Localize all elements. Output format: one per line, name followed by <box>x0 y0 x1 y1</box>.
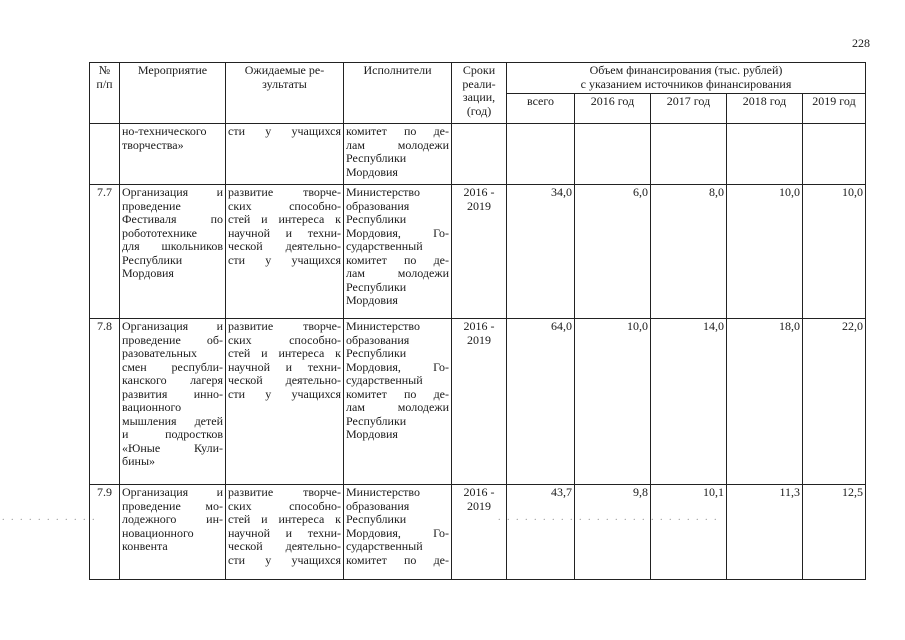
terms-cell-line: 2016 - <box>463 319 495 333</box>
table-row <box>90 124 866 185</box>
results-cell-line: научной и техни- <box>228 225 341 240</box>
event-cell-line: мышления детей <box>122 413 223 428</box>
results-cell <box>226 124 344 185</box>
executors-cell-line: Республики <box>346 151 407 165</box>
amount-y2017: 8,0 <box>651 185 727 319</box>
executors-cell <box>344 124 452 185</box>
amount-y2018: 18,0 <box>727 319 803 485</box>
scan-dots-left: . . . . . . . . . . . <box>2 512 97 523</box>
event-cell-line: Организация и <box>122 319 223 333</box>
header-financing: Объем финансирования (тыс. рублей) с указанием источников финансирования <box>507 63 866 94</box>
executors-cell-line: сударственный <box>346 539 423 553</box>
event-cell-line: но-технического <box>122 124 207 138</box>
results-cell-line: сти у учащихся <box>228 252 341 267</box>
executors-cell-line: Мордовия, Го- <box>346 359 449 374</box>
amount-y2019: 22,0 <box>803 319 866 485</box>
amount-y2018: 11,3 <box>727 485 803 580</box>
terms-cell-line: 2019 <box>467 198 491 213</box>
event-cell <box>120 485 226 580</box>
event-cell-line: Фестиваля по <box>122 212 223 226</box>
executors-cell <box>344 185 452 319</box>
header-event: Мероприятие <box>120 63 226 124</box>
executors-cell-line: комитет по де- <box>346 552 449 567</box>
row-num: 7.7 <box>90 185 120 319</box>
financing-table <box>89 62 866 580</box>
table-row <box>90 319 866 485</box>
results-cell-line: развитие творче- <box>228 185 341 199</box>
amount-y2016: 6,0 <box>575 185 651 319</box>
results-cell-line: сти у учащихся <box>228 552 341 567</box>
event-cell-line: Организация и <box>122 485 223 499</box>
terms-cell-line: 2019 <box>467 498 491 513</box>
header-2018: 2018 год <box>727 94 803 124</box>
event-cell-line: конвента <box>122 539 168 553</box>
results-cell <box>226 319 344 485</box>
amount-y2016: 9,8 <box>575 485 651 580</box>
executors-cell-line: Республики <box>346 413 407 428</box>
terms-cell <box>452 124 507 185</box>
results-cell-line: стей и интереса к <box>228 512 341 526</box>
executors-cell <box>344 319 452 485</box>
results-cell-line: ческой деятельно- <box>228 239 341 253</box>
executors-cell-line: Министерство <box>346 485 420 499</box>
results-cell-line: сти у учащихся <box>228 124 341 138</box>
results-cell-line: развитие творче- <box>228 485 341 499</box>
results-cell <box>226 485 344 580</box>
executors-cell-line: Республики <box>346 346 407 360</box>
amount-y2016: 10,0 <box>575 319 651 485</box>
scan-dots-right: . . . . . . . . . . . . . . . . . . . . . . . . . <box>498 512 719 523</box>
executors-cell-line: Мордовия <box>346 164 398 179</box>
executors-cell-line: Республики <box>346 512 407 526</box>
amount-total: 43,7 <box>507 485 575 580</box>
header-2019: 2019 год <box>803 94 866 124</box>
header-terms: Сроки реали- зации, (год) <box>452 63 507 124</box>
results-cell-line: ских способно- <box>228 332 341 347</box>
terms-cell-line: 2016 - <box>463 485 495 499</box>
amount-y2019: 12,5 <box>803 485 866 580</box>
event-cell-line: Республики <box>122 252 183 267</box>
results-cell-line: ческой деятельно- <box>228 373 341 387</box>
results-cell-line: развитие творче- <box>228 319 341 333</box>
table-row <box>90 485 866 580</box>
executors-cell-line: Республики <box>346 279 407 294</box>
executors-cell <box>344 485 452 580</box>
amount-y2018: 10,0 <box>727 185 803 319</box>
amount-y2017: 14,0 <box>651 319 727 485</box>
event-cell-line: творчества» <box>122 137 184 152</box>
event-cell-line: вационного <box>122 400 182 414</box>
executors-cell-line: комитет по де- <box>346 386 449 401</box>
results-cell-line: ческой деятельно- <box>228 539 341 553</box>
results-cell-line: ских способно- <box>228 498 341 513</box>
terms-cell <box>452 185 507 319</box>
amount-y2019: 10,0 <box>803 185 866 319</box>
event-cell-line: «Юные Кули- <box>122 440 223 455</box>
event-cell-line: бины» <box>122 454 156 468</box>
executors-cell-line: образования <box>346 498 410 513</box>
executors-cell-line: лам молодежи <box>346 137 449 152</box>
table-row <box>90 185 866 319</box>
results-cell-line: стей и интереса к <box>228 346 341 360</box>
event-cell-line: и подростков <box>122 427 223 441</box>
executors-cell-line: лам молодежи <box>346 400 449 414</box>
header-2016: 2016 год <box>575 94 651 124</box>
event-cell <box>120 124 226 185</box>
executors-cell-line: Мордовия <box>346 427 398 441</box>
terms-cell-line: 2019 <box>467 332 491 347</box>
amount-total: 34,0 <box>507 185 575 319</box>
amount-total <box>507 124 575 185</box>
event-cell-line: проведение <box>122 198 181 213</box>
executors-cell-line: сударственный <box>346 373 423 387</box>
executors-cell-line: лам молодежи <box>346 266 449 280</box>
amount-y2016 <box>575 124 651 185</box>
executors-cell-line: Мордовия, Го- <box>346 225 449 240</box>
executors-cell-line: образования <box>346 332 410 347</box>
header-executors: Исполнители <box>344 63 452 124</box>
terms-cell <box>452 485 507 580</box>
header-results: Ожидаемые ре- зультаты <box>226 63 344 124</box>
event-cell-line: Организация и <box>122 185 223 199</box>
event-cell-line: робототехнике <box>122 225 197 240</box>
page-number: 228 <box>852 36 870 50</box>
amount-y2019 <box>803 124 866 185</box>
event-cell-line: смен республи- <box>122 359 223 374</box>
event-cell-line: развития инно- <box>122 386 223 401</box>
event-cell <box>120 185 226 319</box>
header-num: № п/п <box>90 63 120 124</box>
header-2017: 2017 год <box>651 94 727 124</box>
amount-y2017: 10,1 <box>651 485 727 580</box>
event-cell-line: новационного <box>122 525 194 540</box>
event-cell <box>120 319 226 485</box>
results-cell-line: научной и техни- <box>228 525 341 540</box>
results-cell <box>226 185 344 319</box>
executors-cell-line: Министерство <box>346 185 420 199</box>
row-num: 7.9 <box>90 485 120 580</box>
amount-y2018 <box>727 124 803 185</box>
amount-y2017 <box>651 124 727 185</box>
row-num: 7.8 <box>90 319 120 485</box>
executors-cell-line: комитет по де- <box>346 252 449 267</box>
event-cell-line: канского лагеря <box>122 373 223 387</box>
executors-cell-line: комитет по де- <box>346 124 449 138</box>
terms-cell-line: 2016 - <box>463 185 495 199</box>
event-cell-line: для школьников <box>122 239 223 253</box>
row-num <box>90 124 120 185</box>
terms-cell <box>452 319 507 485</box>
event-cell-line: проведение об- <box>122 332 223 347</box>
executors-cell-line: образования <box>346 198 410 213</box>
event-cell-line: проведение мо- <box>122 498 223 513</box>
amount-total: 64,0 <box>507 319 575 485</box>
results-cell-line: научной и техни- <box>228 359 341 374</box>
results-cell-line: стей и интереса к <box>228 212 341 226</box>
executors-cell-line: Министерство <box>346 319 420 333</box>
header-total: всего <box>507 94 575 124</box>
executors-cell-line: Мордовия <box>346 293 398 307</box>
executors-cell-line: Республики <box>346 212 407 226</box>
executors-cell-line: сударственный <box>346 239 423 253</box>
event-cell-line: разовательных <box>122 346 198 360</box>
results-cell-line: ских способно- <box>228 198 341 213</box>
event-cell-line: Мордовия <box>122 266 174 280</box>
executors-cell-line: Мордовия, Го- <box>346 525 449 540</box>
results-cell-line: сти у учащихся <box>228 386 341 401</box>
event-cell-line: лодежного ин- <box>122 512 223 526</box>
